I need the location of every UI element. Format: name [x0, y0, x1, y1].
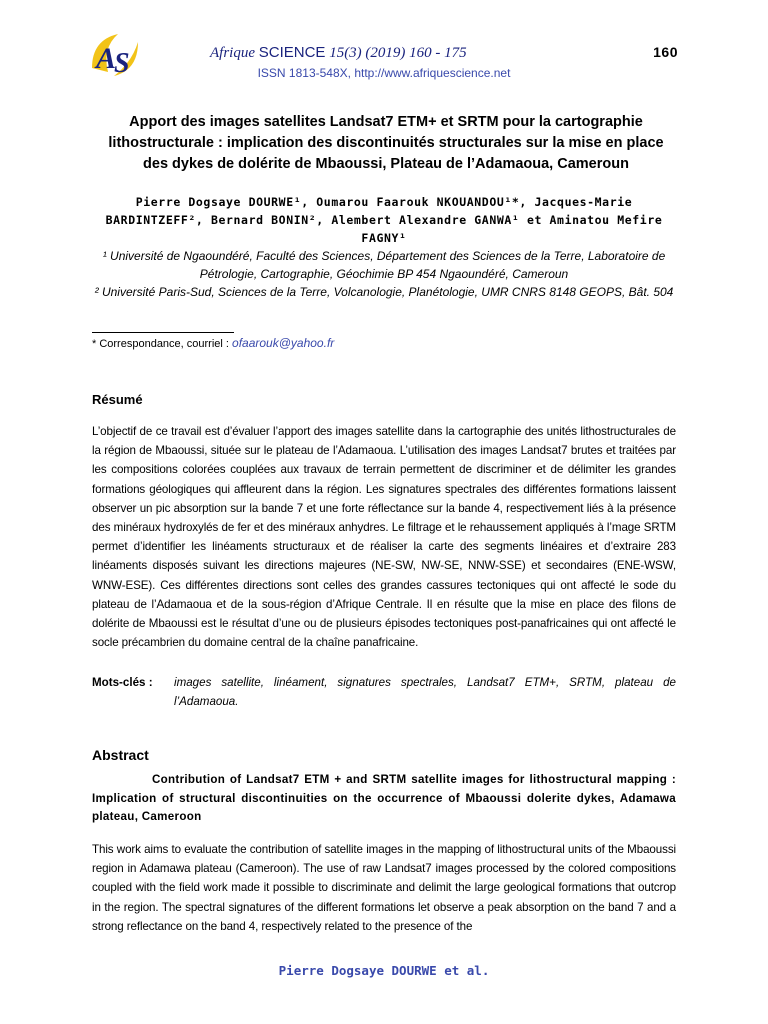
- footnote-rule: [92, 332, 234, 333]
- page-number: 160: [653, 44, 678, 60]
- page-footer: Pierre Dogsaye DOURWE et al.: [278, 963, 490, 978]
- resume-text: L’objectif de ce travail est d’évaluer l’apport des images satellite dans la cartographie des unités lithostructurales de la région de Mbaoussi, située sur le plateau de l’Adamaoua. L’utilisation des images Landsat7 brutes et traitées par les compositions colorées couplées aux travaux de terrain permettent de discriminer et de délimiter les grandes formations géologiques qui affleurent dans la région. Les signatures spectrales des différentes formations laissent observer un pic absorption sur la bande 7 et une forte réflectance sur la bande 4, respectivement liés à la présence des minéraux hydroxylés de fer et des minéraux anhydres. Le filtrage et le rehaussement appliqués à l’mage SRTM permet d’identifier les linéaments structuraux et de réaliser la carte des segments linéaires et d’extraire 283 linéaments disposés suivant les directions majeures (NE-SW, NW-SE, NNW-SSE) et secondaires (ENE-WSW, WNW-ESE). Ces différentes directions sont celles des grandes cassures tectoniques qui ont affecté le sode du plateau de l’Adamaoua et de la sous-région d’Afrique Centrale. Il en résulte que la mise en place des filons de dolérite de Mbaoussi est le résultat d’une ou de plusieurs épisodes tectoniques post-panafricaines qui ont affecté le socle précambrien du domaine central de la chaîne panafricaine.: [92, 425, 676, 650]
- affiliation-1: ¹ Université de Ngaoundéré, Faculté des Sciences, Département des Sciences de la Terre, Laboratoire de Pétrologie, Cartographie, Géochimie BP 454 Ngaoundéré, Cameroun: [102, 249, 666, 281]
- affiliation-2: ² Université Paris-Sud, Sciences de la Terre, Volcanologie, Planétologie, UMR CNRS 8148 GEOPS, Bât. 504: [94, 285, 674, 299]
- svg-text:S: S: [114, 48, 130, 79]
- correspondence-email[interactable]: ofaarouk@yahoo.fr: [232, 336, 335, 350]
- author-list: Pierre Dogsaye DOURWE¹, Oumarou Faarouk NKOUANDOU¹*, Jacques-Marie BARDINTZEFF², Bernard BONIN², Alembert Alexandre GANWA¹ et Aminatou Mefire FAGNY¹: [105, 195, 663, 245]
- journal-header: [210, 44, 590, 62]
- volume-info: 15(3) (2019) 160 - 175: [329, 45, 467, 61]
- abstract-heading: Abstract: [92, 747, 149, 763]
- abstract-title-text: Contribution of Landsat7 ETM + and SRTM satellite images for lithostructural mapping : Implication of structural discontinuities on the occurrence of Mbaoussi dolerite dykes, Adamawa plateau, Cameroon: [92, 773, 676, 823]
- correspondence: [92, 336, 334, 350]
- paper-title: Apport des images satellites Landsat7 ETM+ et SRTM pour la cartographie lithostructurale : implication des discontinuités structurales sur la mise en place des dykes de dolérite de Mbaoussi, Plateau de l’Adamaoua, Cameroun: [108, 114, 664, 172]
- svg-text:A: A: [96, 42, 117, 75]
- abstract-text: This work aims to evaluate the contribution of satellite images in the mapping of lithostructural units of the Mbaoussi region in Adamawa plateau (Cameroon). The use of raw Landsat7 images processed by the colored compositions coupled with the field work made it possible to discriminate and delimit the large geological formations that outcrop in the region. The spectral signatures of the different formations let observe a peak absorption on the band 7 and a strong reflectance on the band 4, respectively related to the presence of the: [92, 843, 676, 933]
- correspondence-label: * Correspondance, courriel :: [92, 338, 229, 350]
- resume-heading: Résumé: [92, 392, 143, 407]
- affiliations: [92, 247, 676, 301]
- keywords: [92, 673, 676, 708]
- issn-line: ISSN 1813-548X, http://www.afriquescience.net: [257, 66, 511, 80]
- keywords-values: images satellite, linéament, signatures spectrales, Landsat7 ETM+, SRTM, plateau de l’Adamaoua.: [174, 676, 676, 708]
- journal-name: Afrique: [210, 45, 255, 61]
- journal-name-science: SCIENCE: [258, 44, 326, 61]
- abstract-title: [92, 771, 676, 827]
- keywords-label: Mots-clés :: [92, 676, 153, 689]
